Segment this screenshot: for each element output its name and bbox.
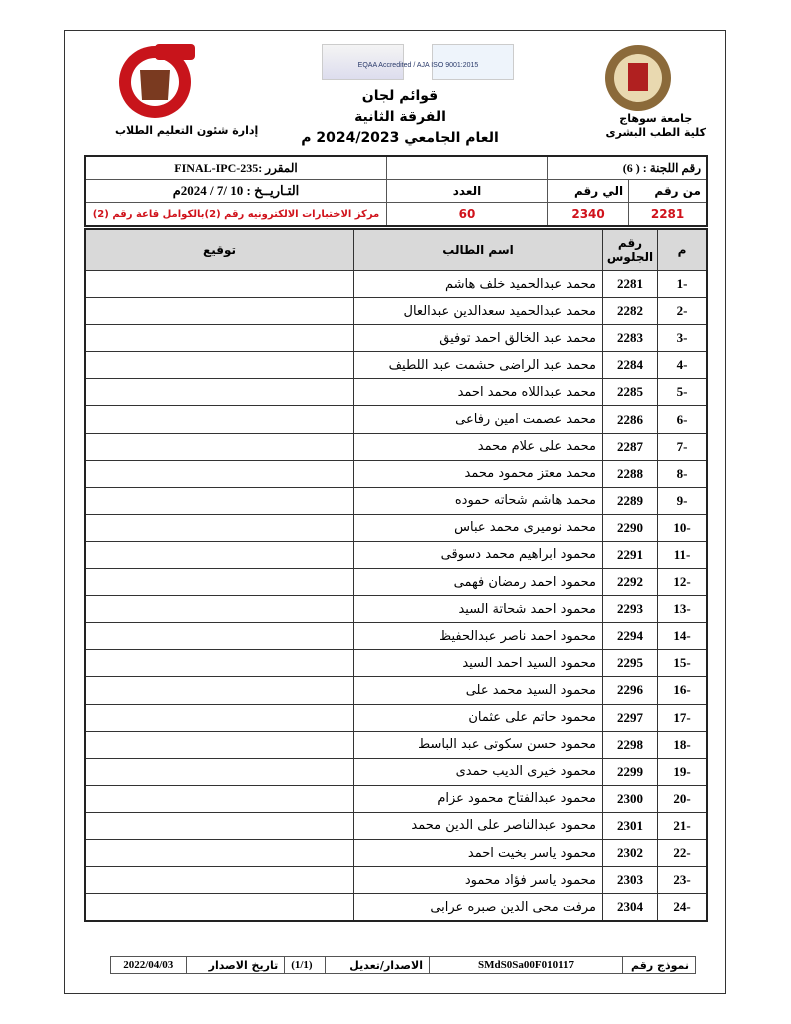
signature-cell[interactable] bbox=[85, 569, 354, 596]
seat-number: 2293 bbox=[603, 596, 658, 623]
student-name: محمد معتز محمود محمد bbox=[354, 460, 603, 487]
table-row bbox=[85, 785, 707, 812]
seat-number: 2299 bbox=[603, 758, 658, 785]
signature-cell[interactable] bbox=[85, 541, 354, 568]
row-index: 12- bbox=[658, 569, 708, 596]
row-index: 23- bbox=[658, 867, 708, 894]
student-name: محمد هاشم شحاته حموده bbox=[354, 487, 603, 514]
seat-number: 2300 bbox=[603, 785, 658, 812]
signature-cell[interactable] bbox=[85, 271, 354, 298]
signature-cell[interactable] bbox=[85, 487, 354, 514]
table-row bbox=[85, 812, 707, 839]
col-seat: رقم الجلوس bbox=[603, 229, 658, 271]
table-row bbox=[85, 704, 707, 731]
signature-cell[interactable] bbox=[85, 352, 354, 379]
row-index: 3- bbox=[658, 325, 708, 352]
table-row bbox=[85, 569, 707, 596]
signature-cell[interactable] bbox=[85, 623, 354, 650]
course-code: المقرر :FINAL-IPC-235 bbox=[85, 156, 387, 180]
form-label: نموذج رقم bbox=[623, 957, 696, 974]
seat-number: 2298 bbox=[603, 731, 658, 758]
row-index: 5- bbox=[658, 379, 708, 406]
row-index: 13- bbox=[658, 596, 708, 623]
issue-date-label: تاريخ الاصدار bbox=[186, 957, 285, 974]
faculty-label: كلية الطب البشرى bbox=[605, 126, 706, 139]
seat-number: 2292 bbox=[603, 569, 658, 596]
form-number: SMdS0Sa00F010117 bbox=[430, 957, 623, 974]
committee-number: رقم اللجنة : ( 6) bbox=[548, 156, 708, 180]
student-name: محمود ابراهيم محمد دسوقى bbox=[354, 541, 603, 568]
faculty-logo bbox=[100, 40, 210, 120]
row-index: 10- bbox=[658, 514, 708, 541]
student-name: محمود خيرى الديب حمدى bbox=[354, 758, 603, 785]
student-name: محمد عصمت امين رفاعى bbox=[354, 406, 603, 433]
seat-number: 2285 bbox=[603, 379, 658, 406]
signature-cell[interactable] bbox=[85, 596, 354, 623]
seat-number: 2295 bbox=[603, 650, 658, 677]
table-row bbox=[85, 271, 707, 298]
signature-cell[interactable] bbox=[85, 379, 354, 406]
student-name: محمد عبد الخالق احمد توفيق bbox=[354, 325, 603, 352]
signature-cell[interactable] bbox=[85, 460, 354, 487]
row-index: 2- bbox=[658, 298, 708, 325]
student-name: محمود حسن سكوتى عبد الباسط bbox=[354, 731, 603, 758]
signature-cell[interactable] bbox=[85, 758, 354, 785]
signature-cell[interactable] bbox=[85, 785, 354, 812]
table-row bbox=[85, 731, 707, 758]
university-label: جامعة سوهاج bbox=[619, 112, 693, 125]
signature-cell[interactable] bbox=[85, 650, 354, 677]
table-row bbox=[85, 352, 707, 379]
student-name: محمود ياسر فؤاد محمود bbox=[354, 867, 603, 894]
student-name: محمد عبداللاه محمد احمد bbox=[354, 379, 603, 406]
seat-number: 2283 bbox=[603, 325, 658, 352]
issue-date: 2022/04/03 bbox=[111, 957, 187, 974]
table-row bbox=[85, 298, 707, 325]
signature-cell[interactable] bbox=[85, 839, 354, 866]
committee-info-table bbox=[84, 155, 708, 227]
table-row bbox=[85, 514, 707, 541]
signature-cell[interactable] bbox=[85, 433, 354, 460]
to-label: الي رقم bbox=[548, 180, 629, 203]
to-number: 2340 bbox=[548, 203, 629, 227]
table-row bbox=[85, 487, 707, 514]
signature-cell[interactable] bbox=[85, 894, 354, 922]
form-footer bbox=[110, 956, 696, 974]
table-row bbox=[85, 596, 707, 623]
accreditation-text: EQAA Accredited / AJA ISO 9001:2015 bbox=[357, 62, 479, 69]
seat-number: 2291 bbox=[603, 541, 658, 568]
student-name: محمود عبدالناصر على الدين محمد bbox=[354, 812, 603, 839]
seat-number: 2282 bbox=[603, 298, 658, 325]
row-index: 21- bbox=[658, 812, 708, 839]
student-name: محمود السيد محمد على bbox=[354, 677, 603, 704]
department-label: إدارة شئون التعليم الطلاب bbox=[115, 124, 259, 137]
table-row bbox=[85, 758, 707, 785]
count-label: العدد bbox=[387, 180, 548, 203]
seat-number: 2289 bbox=[603, 487, 658, 514]
row-index: 15- bbox=[658, 650, 708, 677]
row-index: 14- bbox=[658, 623, 708, 650]
seat-number: 2286 bbox=[603, 406, 658, 433]
student-name: مرفت محى الدين صبره عرابى bbox=[354, 894, 603, 922]
student-name: محمد عبد الراضى حشمت عبد اللطيف bbox=[354, 352, 603, 379]
signature-cell[interactable] bbox=[85, 812, 354, 839]
university-name bbox=[606, 112, 706, 140]
table-header bbox=[85, 229, 707, 271]
row-index: 1- bbox=[658, 271, 708, 298]
col-name: اسم الطالب bbox=[354, 229, 603, 271]
seat-number: 2284 bbox=[603, 352, 658, 379]
signature-cell[interactable] bbox=[85, 406, 354, 433]
table-row bbox=[85, 433, 707, 460]
row-index: 8- bbox=[658, 460, 708, 487]
student-count: 60 bbox=[387, 203, 548, 227]
seat-number: 2301 bbox=[603, 812, 658, 839]
from-label: من رقم bbox=[629, 180, 707, 203]
student-name: محمد عبدالحميد سعدالدين عبدالعال bbox=[354, 298, 603, 325]
seat-number: 2288 bbox=[603, 460, 658, 487]
student-name: محمود ياسر بخيت احمد bbox=[354, 839, 603, 866]
student-name: محمود احمد رمضان فهمى bbox=[354, 569, 603, 596]
signature-cell[interactable] bbox=[85, 677, 354, 704]
row-index: 9- bbox=[658, 487, 708, 514]
row-index: 11- bbox=[658, 541, 708, 568]
page-title bbox=[300, 86, 500, 149]
row-index: 18- bbox=[658, 731, 708, 758]
student-name: محمود احمد ناصر عبدالحفيظ bbox=[354, 623, 603, 650]
row-index: 6- bbox=[658, 406, 708, 433]
col-signature: توقيع bbox=[85, 229, 354, 271]
seat-number: 2294 bbox=[603, 623, 658, 650]
table-row bbox=[85, 867, 707, 894]
row-index: 22- bbox=[658, 839, 708, 866]
student-name: محمود احمد شحاتة السيد bbox=[354, 596, 603, 623]
seat-number: 2281 bbox=[603, 271, 658, 298]
table-row bbox=[85, 325, 707, 352]
signature-cell[interactable] bbox=[85, 704, 354, 731]
student-name: محمد على علام محمد bbox=[354, 433, 603, 460]
student-name: محمود عبدالفتاح محمود عزام bbox=[354, 785, 603, 812]
signature-cell[interactable] bbox=[85, 731, 354, 758]
row-index: 7- bbox=[658, 433, 708, 460]
students-table bbox=[84, 228, 708, 922]
title-line-1: قوائم لجان bbox=[361, 88, 439, 104]
signature-cell[interactable] bbox=[85, 867, 354, 894]
table-row bbox=[85, 541, 707, 568]
version-value: (1/1) bbox=[285, 957, 326, 974]
seat-number: 2287 bbox=[603, 433, 658, 460]
table-row bbox=[85, 460, 707, 487]
student-name: محمود السيد احمد السيد bbox=[354, 650, 603, 677]
table-row bbox=[85, 623, 707, 650]
row-index: 19- bbox=[658, 758, 708, 785]
table-row bbox=[85, 379, 707, 406]
exam-date: التـاريــخ : 10 /7 / 2024م bbox=[85, 180, 387, 203]
seat-number: 2296 bbox=[603, 677, 658, 704]
signature-cell[interactable] bbox=[85, 514, 354, 541]
row-index: 4- bbox=[658, 352, 708, 379]
table-row bbox=[85, 839, 707, 866]
title-line-2: الفرقة الثانية bbox=[354, 109, 446, 125]
student-name: محمد نوميرى محمد عباس bbox=[354, 514, 603, 541]
seat-number: 2297 bbox=[603, 704, 658, 731]
signature-cell[interactable] bbox=[85, 325, 354, 352]
table-row bbox=[85, 894, 707, 922]
table-row bbox=[85, 677, 707, 704]
seat-number: 2303 bbox=[603, 867, 658, 894]
title-line-3: العام الجامعي 2024/2023 م bbox=[301, 130, 499, 146]
row-index: 16- bbox=[658, 677, 708, 704]
row-index: 24- bbox=[658, 894, 708, 922]
seat-number: 2290 bbox=[603, 514, 658, 541]
student-name: محمد عبدالحميد خلف هاشم bbox=[354, 271, 603, 298]
row-index: 20- bbox=[658, 785, 708, 812]
version-label: الاصدار/تعديل bbox=[326, 957, 430, 974]
seat-number: 2304 bbox=[603, 894, 658, 922]
table-row bbox=[85, 406, 707, 433]
university-seal bbox=[603, 43, 673, 113]
seat-number: 2302 bbox=[603, 839, 658, 866]
row-index: 17- bbox=[658, 704, 708, 731]
student-name: محمود حاتم على عثمان bbox=[354, 704, 603, 731]
from-number: 2281 bbox=[629, 203, 707, 227]
table-row bbox=[85, 650, 707, 677]
signature-cell[interactable] bbox=[85, 298, 354, 325]
exam-location: مركز الاختبارات الالكترونيه رقم (2)بالكوامل قاعة رقم (2) bbox=[85, 203, 387, 227]
col-index: م bbox=[658, 229, 708, 271]
